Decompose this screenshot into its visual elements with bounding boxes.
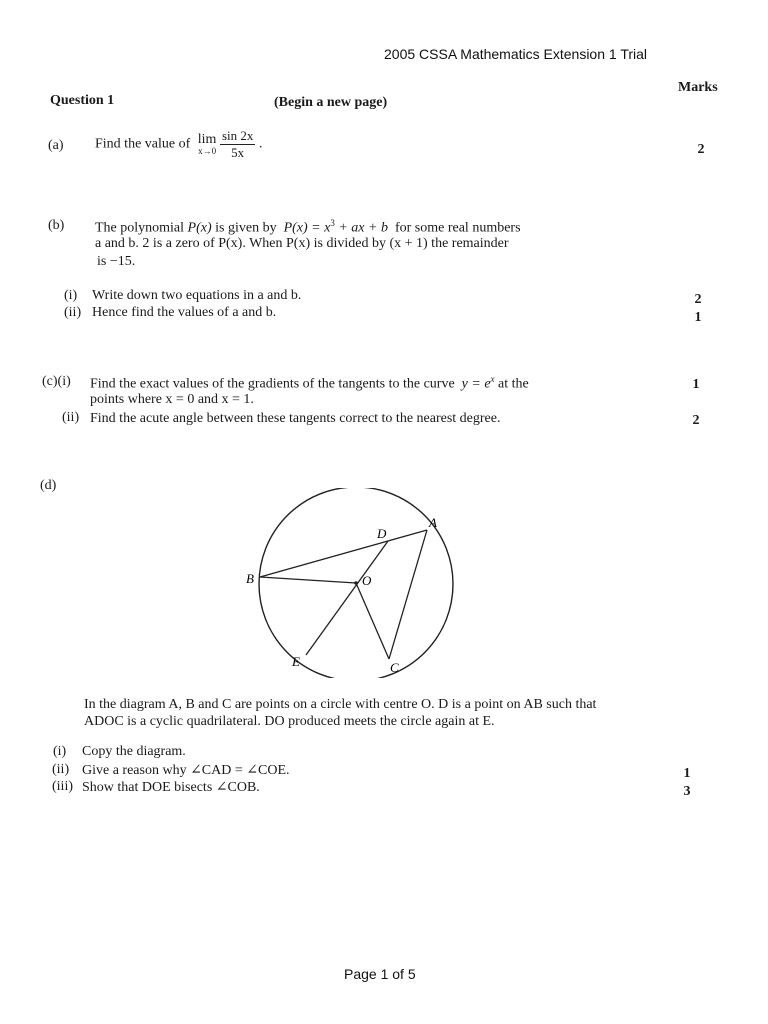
page-number: Page 1 of 5: [344, 966, 416, 982]
part-d-para2: ADOC is a cyclic quadrilateral. DO produced meets the circle again at E.: [84, 714, 495, 729]
c-line1-y: y = e: [461, 376, 491, 392]
label-d: D: [377, 526, 387, 541]
part-a-question: [95, 128, 262, 161]
part-d-ii-text: Give a reason why ∠CAD = ∠COE.: [82, 763, 290, 778]
part-d-iii-mark: 3: [683, 784, 691, 799]
part-b-ii-label: (ii): [64, 305, 82, 320]
part-c-line1: [90, 374, 529, 393]
part-d-label: (d): [40, 478, 57, 493]
part-a-text: Find the value of: [95, 136, 191, 152]
centre-point: [354, 581, 358, 585]
b-line1-exp: 3: [330, 218, 335, 228]
part-a-mark: 2: [697, 142, 705, 157]
line-de: [306, 541, 388, 655]
part-c-ii-text: Find the acute angle between these tangents correct to the nearest degree.: [90, 411, 501, 426]
label-a: A: [429, 515, 437, 530]
label-b: B: [246, 571, 254, 586]
part-b-label: (b): [48, 218, 65, 233]
c-line1-exp: x: [490, 374, 495, 384]
label-c: C: [390, 660, 399, 675]
part-c-label: (c)(i): [42, 374, 71, 389]
part-c-line2: points where x = 0 and x = 1.: [90, 392, 254, 407]
limit-fraction: [220, 128, 255, 161]
c-line1-d: at the: [498, 376, 529, 392]
part-d-iii-text: Show that DOE bisects ∠COB.: [82, 780, 260, 795]
label-o: O: [362, 573, 372, 588]
exam-title: 2005 CSSA Mathematics Extension 1 Trial: [384, 46, 648, 62]
b-line1-px: P(x): [187, 220, 212, 236]
part-b-line2: a and b. 2 is a zero of P(x). When P(x) is divided by (x + 1) the remainder: [95, 236, 509, 251]
b-line1-g: for some real numbers: [394, 220, 521, 236]
part-d-i-label: (i): [53, 744, 67, 759]
circle-diagram: [240, 488, 480, 678]
part-a-label: (a): [48, 138, 64, 153]
part-b-line3: is −15.: [97, 254, 136, 269]
lim-word: lim: [197, 132, 217, 147]
part-b-line1: [95, 218, 521, 237]
part-b-i-text: Write down two equations in a and b.: [92, 288, 302, 303]
part-d-ii-label: (ii): [52, 762, 70, 777]
c-line1-a: Find the exact values of the gradients of the tangents to the curve: [90, 376, 455, 392]
chord-ab: [260, 530, 427, 577]
part-b-ii-mark: 1: [694, 310, 702, 325]
part-b-i-label: (i): [64, 288, 78, 303]
part-d-iii-label: (iii): [52, 779, 73, 794]
label-e: E: [292, 654, 300, 669]
part-d-ii-mark: 1: [683, 766, 691, 781]
part-c-i-mark: 1: [692, 377, 700, 392]
part-c-ii-label: (ii): [62, 410, 80, 425]
part-a-end: .: [258, 136, 263, 152]
part-d-para1: In the diagram A, B and C are points on a circle with centre O. D is a point on AB such that: [84, 697, 597, 712]
part-d-i-text: Copy the diagram.: [82, 744, 186, 759]
lim-subscript: x→0: [198, 146, 217, 156]
part-b-ii-text: Hence find the values of a and b.: [92, 305, 277, 320]
b-line1-eq: P(x) = x: [283, 220, 331, 236]
marks-heading: Marks: [678, 80, 718, 95]
question-note: (Begin a new page): [274, 95, 388, 110]
b-line1-c: is given by: [215, 220, 277, 236]
line-bo: [260, 577, 356, 583]
line-co: [356, 583, 389, 659]
fraction-numerator: sin 2x: [221, 128, 254, 143]
fraction-denominator: 5x: [231, 145, 245, 160]
b-line1-a: The polynomial: [95, 220, 185, 236]
line-ac: [389, 530, 427, 659]
limit: [198, 133, 217, 156]
b-line1-rest: + ax + b: [338, 220, 388, 236]
part-b-i-mark: 2: [694, 292, 702, 307]
part-c-ii-mark: 2: [692, 413, 700, 428]
question-label: Question 1: [50, 93, 115, 108]
